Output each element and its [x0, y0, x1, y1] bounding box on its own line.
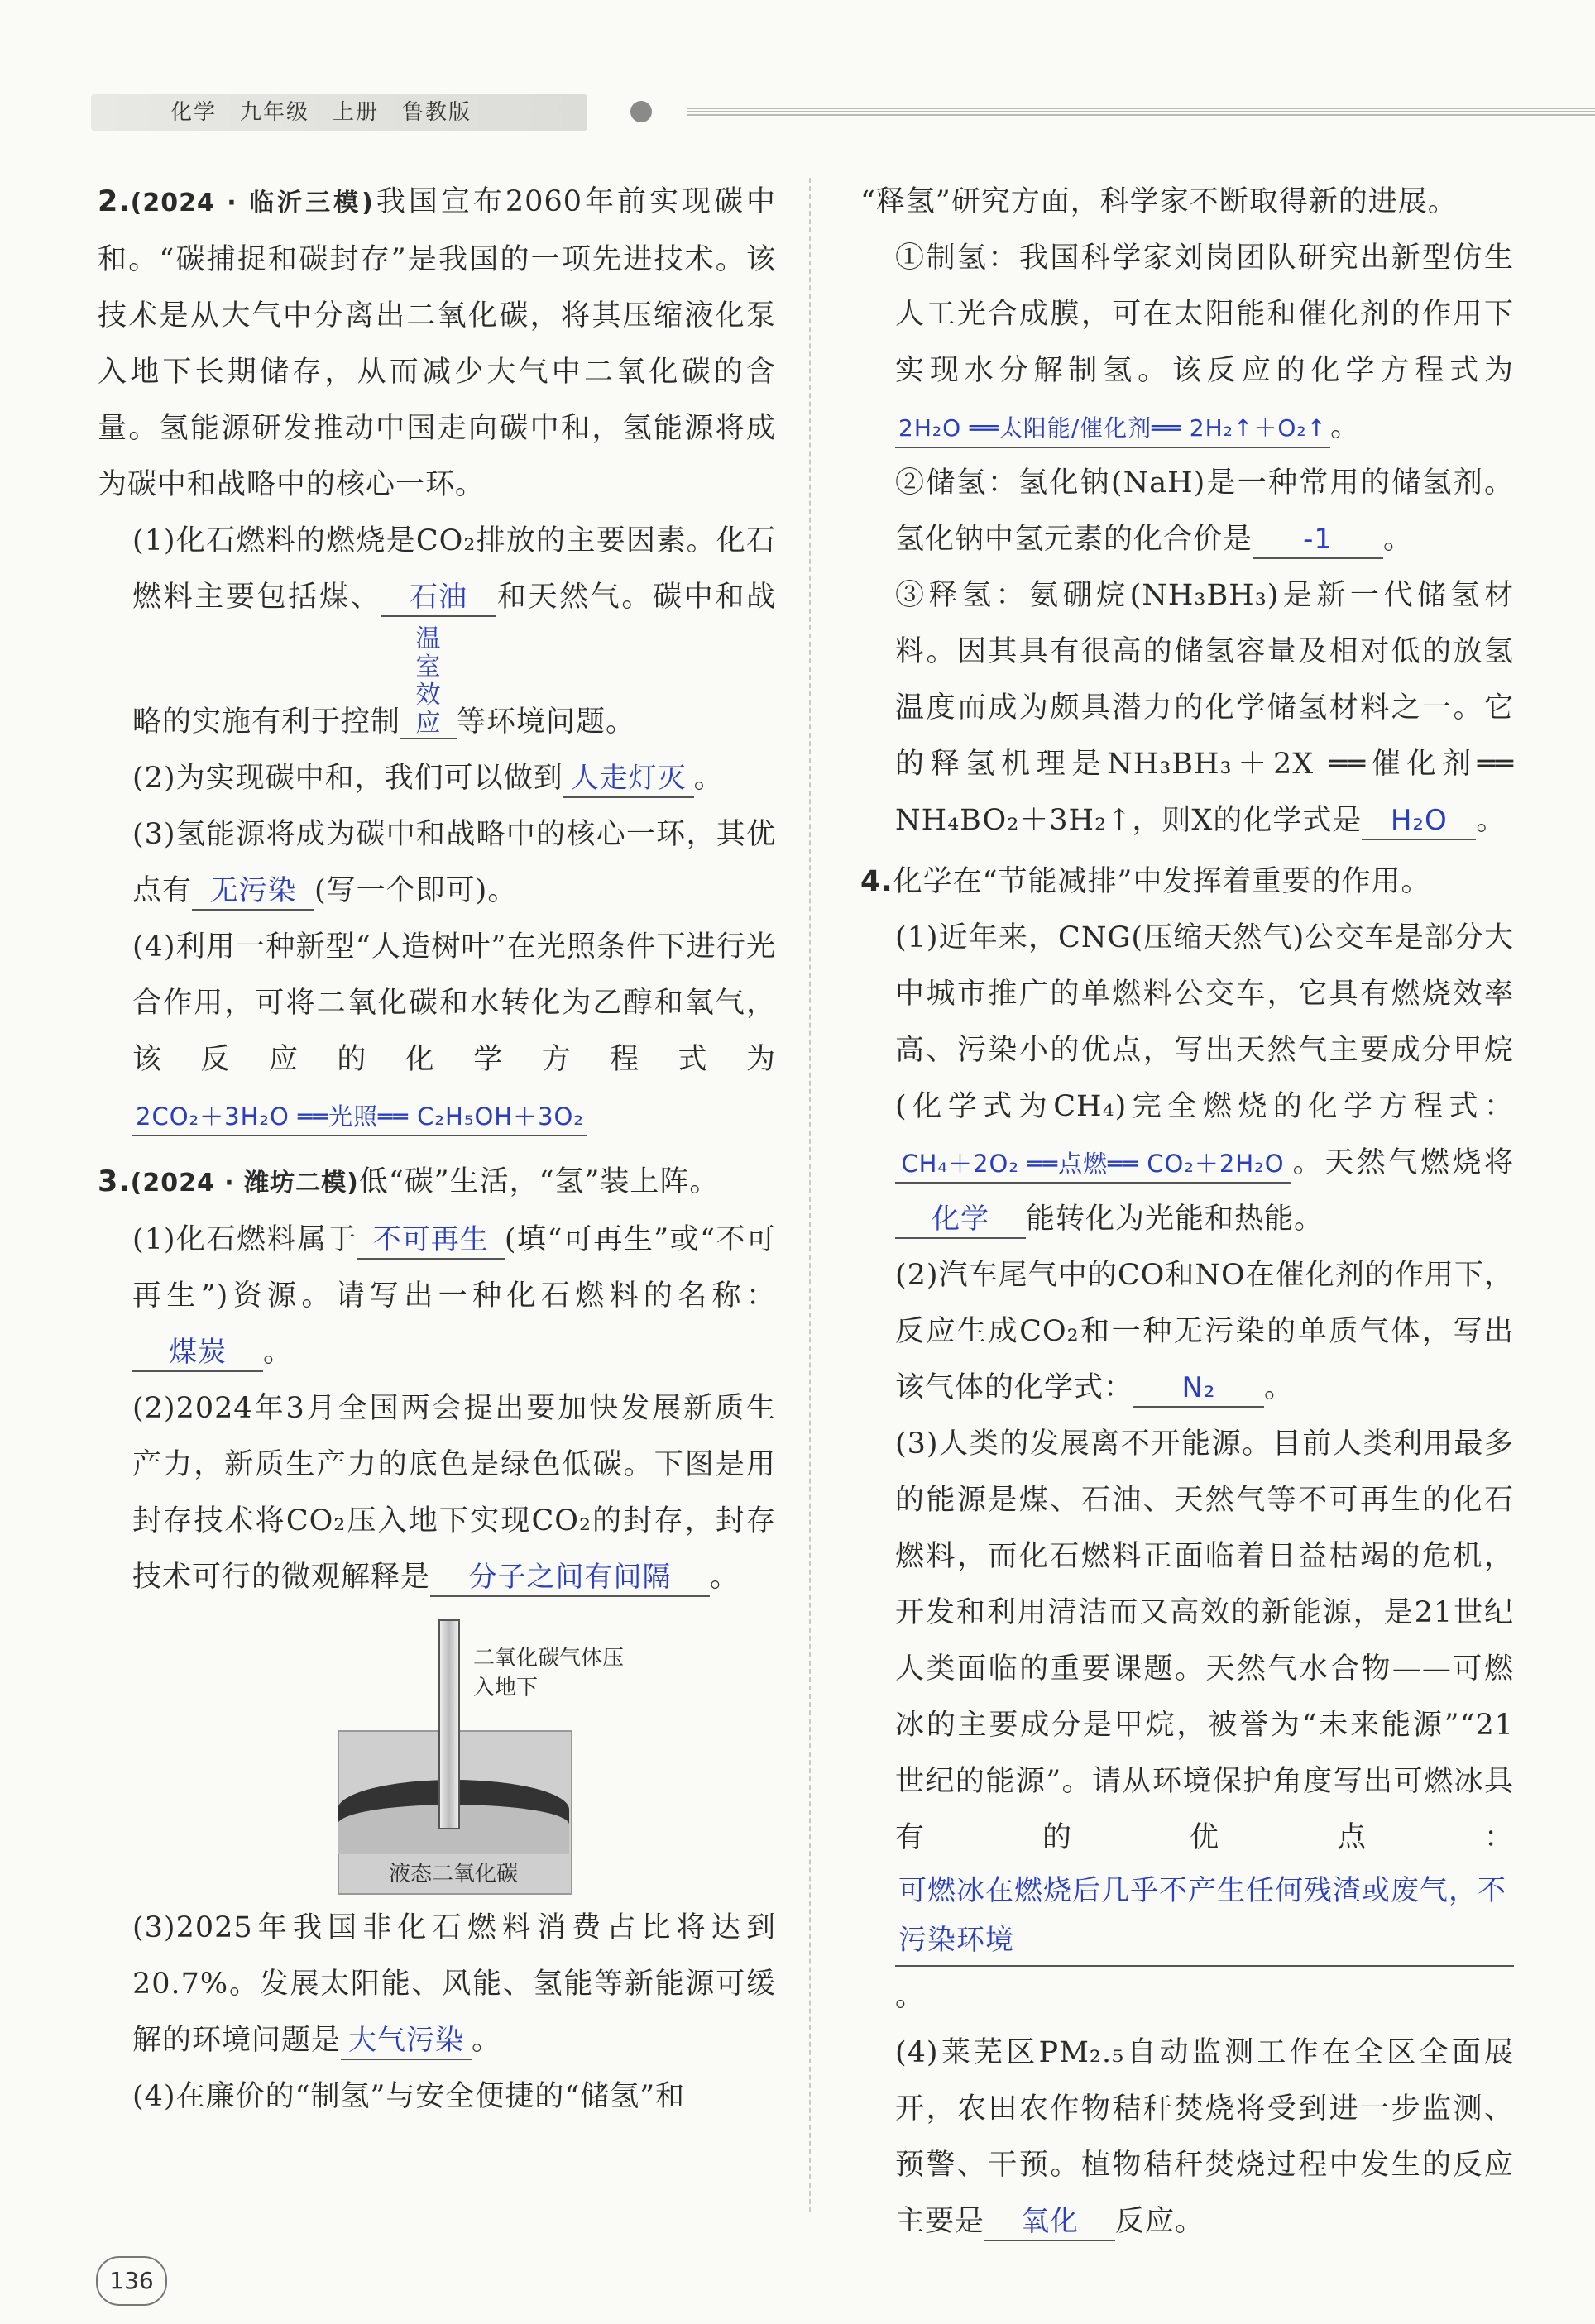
question-2 [98, 174, 776, 1144]
q3-c1-text-a: ①制氢：我国科学家刘岗团队研究出新型仿生人工光合成膜，可在太阳能和催化剂的作用下实现水分解制氢。该反应的化学方程式为 [895, 241, 1514, 387]
question-3-continued [860, 174, 1514, 849]
q4-p2-text-b: 。 [1264, 1371, 1295, 1404]
q3-part4 [98, 2068, 776, 2125]
q2-p1-text-b: 和天然气。碳中和战略的实施有利于控制 [132, 581, 776, 739]
page-number: 136 [96, 2256, 167, 2306]
q2-p1-answer2: 温室效应 [400, 625, 457, 739]
q3-c1-answer: 2H₂O ══太阳能/催化剂══ 2H₂↑＋O₂↑ [895, 410, 1330, 448]
header-title: 化学 九年级 上册 鲁教版 [91, 94, 587, 131]
q4-p1-text-a: (1)近年来，CNG(压缩天然气)公交车是部分大中城市推广的单燃料公交车，它具有燃烧效率高、污染小的优点，写出天然气主要成分甲烷(化学式为CH₄)完全燃烧的化学方程式： [895, 921, 1514, 1123]
column-divider [809, 178, 811, 2212]
q3-cont-intro: “释氢”研究方面，科学家不断取得新的进展。 [860, 185, 1458, 218]
q3-c1-text-b: 。 [1330, 410, 1361, 443]
right-column [860, 174, 1514, 2250]
q3-p3-answer: 大气污染 [341, 2022, 472, 2060]
q3-p4-text-a: (4)在廉价的“制氢”与安全便捷的“储氢”和 [132, 2080, 686, 2113]
q3-c2-text-b: 。 [1383, 523, 1414, 556]
question-3 [98, 1154, 776, 2125]
q2-p2-answer: 人走灯灭 [563, 760, 694, 798]
q3-c2-text-a: ②储氢：氢化钠(NaH)是一种常用的储氢剂。氢化钠中氢元素的化合价是 [895, 466, 1514, 556]
q3-c3-text-b: 。 [1476, 804, 1506, 837]
q3-number: 3. [98, 1165, 131, 1198]
q4-part3 [860, 1416, 1514, 2025]
q2-p2-text-b: 。 [693, 762, 724, 795]
q4-part2 [860, 1247, 1514, 1416]
q3-p2-answer: 分子之间有间隔 [430, 1559, 710, 1597]
q2-part2 [98, 750, 776, 806]
q2-p3-text-b: (写一个即可)。 [314, 874, 518, 907]
q4-p1-text-c: 能转化为光能和热能。 [1026, 1203, 1324, 1236]
q2-stem-text: 我国宣布2060年前实现碳中和。“碳捕捉和碳封存”是我国的一项先进技术。该技术是从大气中分离出二氧化碳，将其压缩液化泵入地下长期储存，从而减少大气中二氧化碳的含量。氢能源研发推动中国走向碳中和，氢能源将成为碳中和战略中的核心一环。 [98, 185, 777, 501]
page-header [91, 91, 1514, 134]
q4-p4-text-a: (4)莱芜区PM₂.₅自动监测工作在全区全面展开，农田农作物秸秆焚烧将受到进一步监测、预警、干预。植物秸秆焚烧过程中发生的反应主要是 [895, 2036, 1514, 2238]
q2-p1-text-a: (1)化石燃料的燃烧是CO₂排放的主要因素。化石燃料主要包括煤、 [132, 524, 776, 614]
q3-p1-text-a: (1)化石燃料属于 [132, 1223, 357, 1256]
q3-c1 [860, 230, 1514, 455]
q2-p1-answer1: 石油 [381, 579, 496, 617]
header-rule [687, 108, 1595, 117]
q3-p1-answer1: 不可再生 [357, 1222, 505, 1260]
q3-p2-text-b: 。 [710, 1561, 740, 1594]
q2-part1 [98, 513, 776, 750]
q4-p2-answer: N₂ [1133, 1370, 1264, 1408]
q2-p3-text-a: (3)氢能源将成为碳中和战略中的核心一环，其优点有 [132, 818, 776, 907]
q2-number: 2. [98, 185, 131, 218]
co2-storage-figure [338, 1619, 635, 1891]
q4-p3-answer: 可燃冰在燃烧后几乎不产生任何残渣或废气，不污染环境 [895, 1866, 1514, 1967]
q4-stem [860, 854, 1514, 910]
left-column [98, 174, 776, 2125]
q3-p2-text-a: (2)2024年3月全国两会提出要加快发展新质生产力，新质生产力的底色是绿色低碳。下图是用封存技术将CO₂压入地下实现CO₂的封存，封存技术可行的微观解释是 [132, 1392, 776, 1594]
q2-part3 [98, 806, 776, 919]
q3-p3-text-b: 。 [472, 2024, 502, 2057]
q3-c2-answer: -1 [1253, 521, 1383, 559]
q3-c3 [860, 567, 1514, 849]
q4-p4-answer: 氧化 [984, 2203, 1115, 2241]
q3-c2 [860, 455, 1514, 567]
q3-stem-text: 低“碳”生活，“氢”装上阵。 [358, 1165, 720, 1198]
q2-p4-answer: 2CO₂＋3H₂O ══光照══ C₂H₅OH＋3O₂ [132, 1098, 587, 1136]
q4-p3-text-b: 。 [895, 1980, 926, 2013]
q3-part3 [98, 1900, 776, 2068]
header-dot [630, 101, 652, 122]
q3-part2 [98, 1380, 776, 1605]
q4-number: 4. [860, 865, 893, 898]
q2-p3-answer: 无污染 [192, 873, 314, 911]
q4-p3-text-a: (3)人类的发展离不开能源。目前人类利用最多的能源是煤、石油、天然气等不可再生的化石燃料，而化石燃料正面临着日益枯竭的危机，开发和利用清洁而又高效的新能源，是21世纪人类面临的重要课题。天然气水合物——可燃冰的主要成分是甲烷，被誉为“未来能源”“21世纪的能源”。请从环境保护角度写出可燃冰具有的优点： [895, 1427, 1514, 1854]
q3-stem [98, 1154, 776, 1212]
q4-part4 [860, 2025, 1514, 2250]
q3-source: (2024 · 潍坊二模) [130, 1169, 359, 1198]
figure-injection-pipe [438, 1619, 460, 1829]
q4-stem-text: 化学在“节能减排”中发挥着重要的作用。 [893, 865, 1431, 898]
q4-p1-text-b: 。天然气燃烧将 [1291, 1146, 1514, 1179]
q3-c3-answer: H₂O [1362, 802, 1476, 840]
q3-p1-answer2: 煤炭 [132, 1334, 263, 1372]
q4-p1-answer1: CH₄＋2O₂ ══点燃══ CO₂＋2H₂O [895, 1145, 1291, 1184]
figure-label-top: 二氧化碳气体压入地下 [473, 1646, 625, 1700]
q3-p1-text-b: (填“可再生”或“不可再生”)资源。请写出一种化石燃料的名称： [132, 1223, 776, 1313]
question-4 [860, 854, 1514, 2250]
q3-part1 [98, 1212, 776, 1380]
q4-p1-answer2: 化学 [895, 1201, 1026, 1239]
q4-p4-text-b: 反应。 [1115, 2205, 1205, 2238]
q2-p2-text-a: (2)为实现碳中和，我们可以做到 [132, 762, 563, 795]
q2-source: (2024 · 临沂三模) [130, 189, 374, 218]
q2-stem [98, 174, 776, 513]
q4-part1 [860, 910, 1514, 1247]
q3-c3-text-a: ③释氢：氨硼烷(NH₃BH₃)是新一代储氢材料。因其具有很高的储氢容量及相对低的放氢温度而成为颇具潜力的化学储氢材料之一。它的释氢机理是NH₃BH₃＋2X ══催化剂══ NH₄BO₂＋3H₂↑，则X的化学式是 [895, 579, 1514, 837]
q3-p3-text-a: (3)2025年我国非化石燃料消费占比将达到20.7%。发展太阳能、风能、氢能等新能源可缓解的环境问题是 [132, 1911, 776, 2057]
q3-p1-text-c: 。 [263, 1336, 294, 1369]
q2-p4-text-a: (4)利用一种新型“人造树叶”在光照条件下进行光合作用，可将二氧化碳和水转化为乙醇和氧气，该反应的化学方程式为 [132, 930, 776, 1076]
q4-p2-text-a: (2)汽车尾气中的CO和NO在催化剂的作用下，反应生成CO₂和一种无污染的单质气体，写出该气体的化学式： [895, 1259, 1514, 1404]
figure-label-bottom: 液态二氧化碳 [388, 1862, 518, 1886]
q2-part4 [98, 919, 776, 1144]
q2-p1-text-c: 等环境问题。 [457, 705, 636, 739]
